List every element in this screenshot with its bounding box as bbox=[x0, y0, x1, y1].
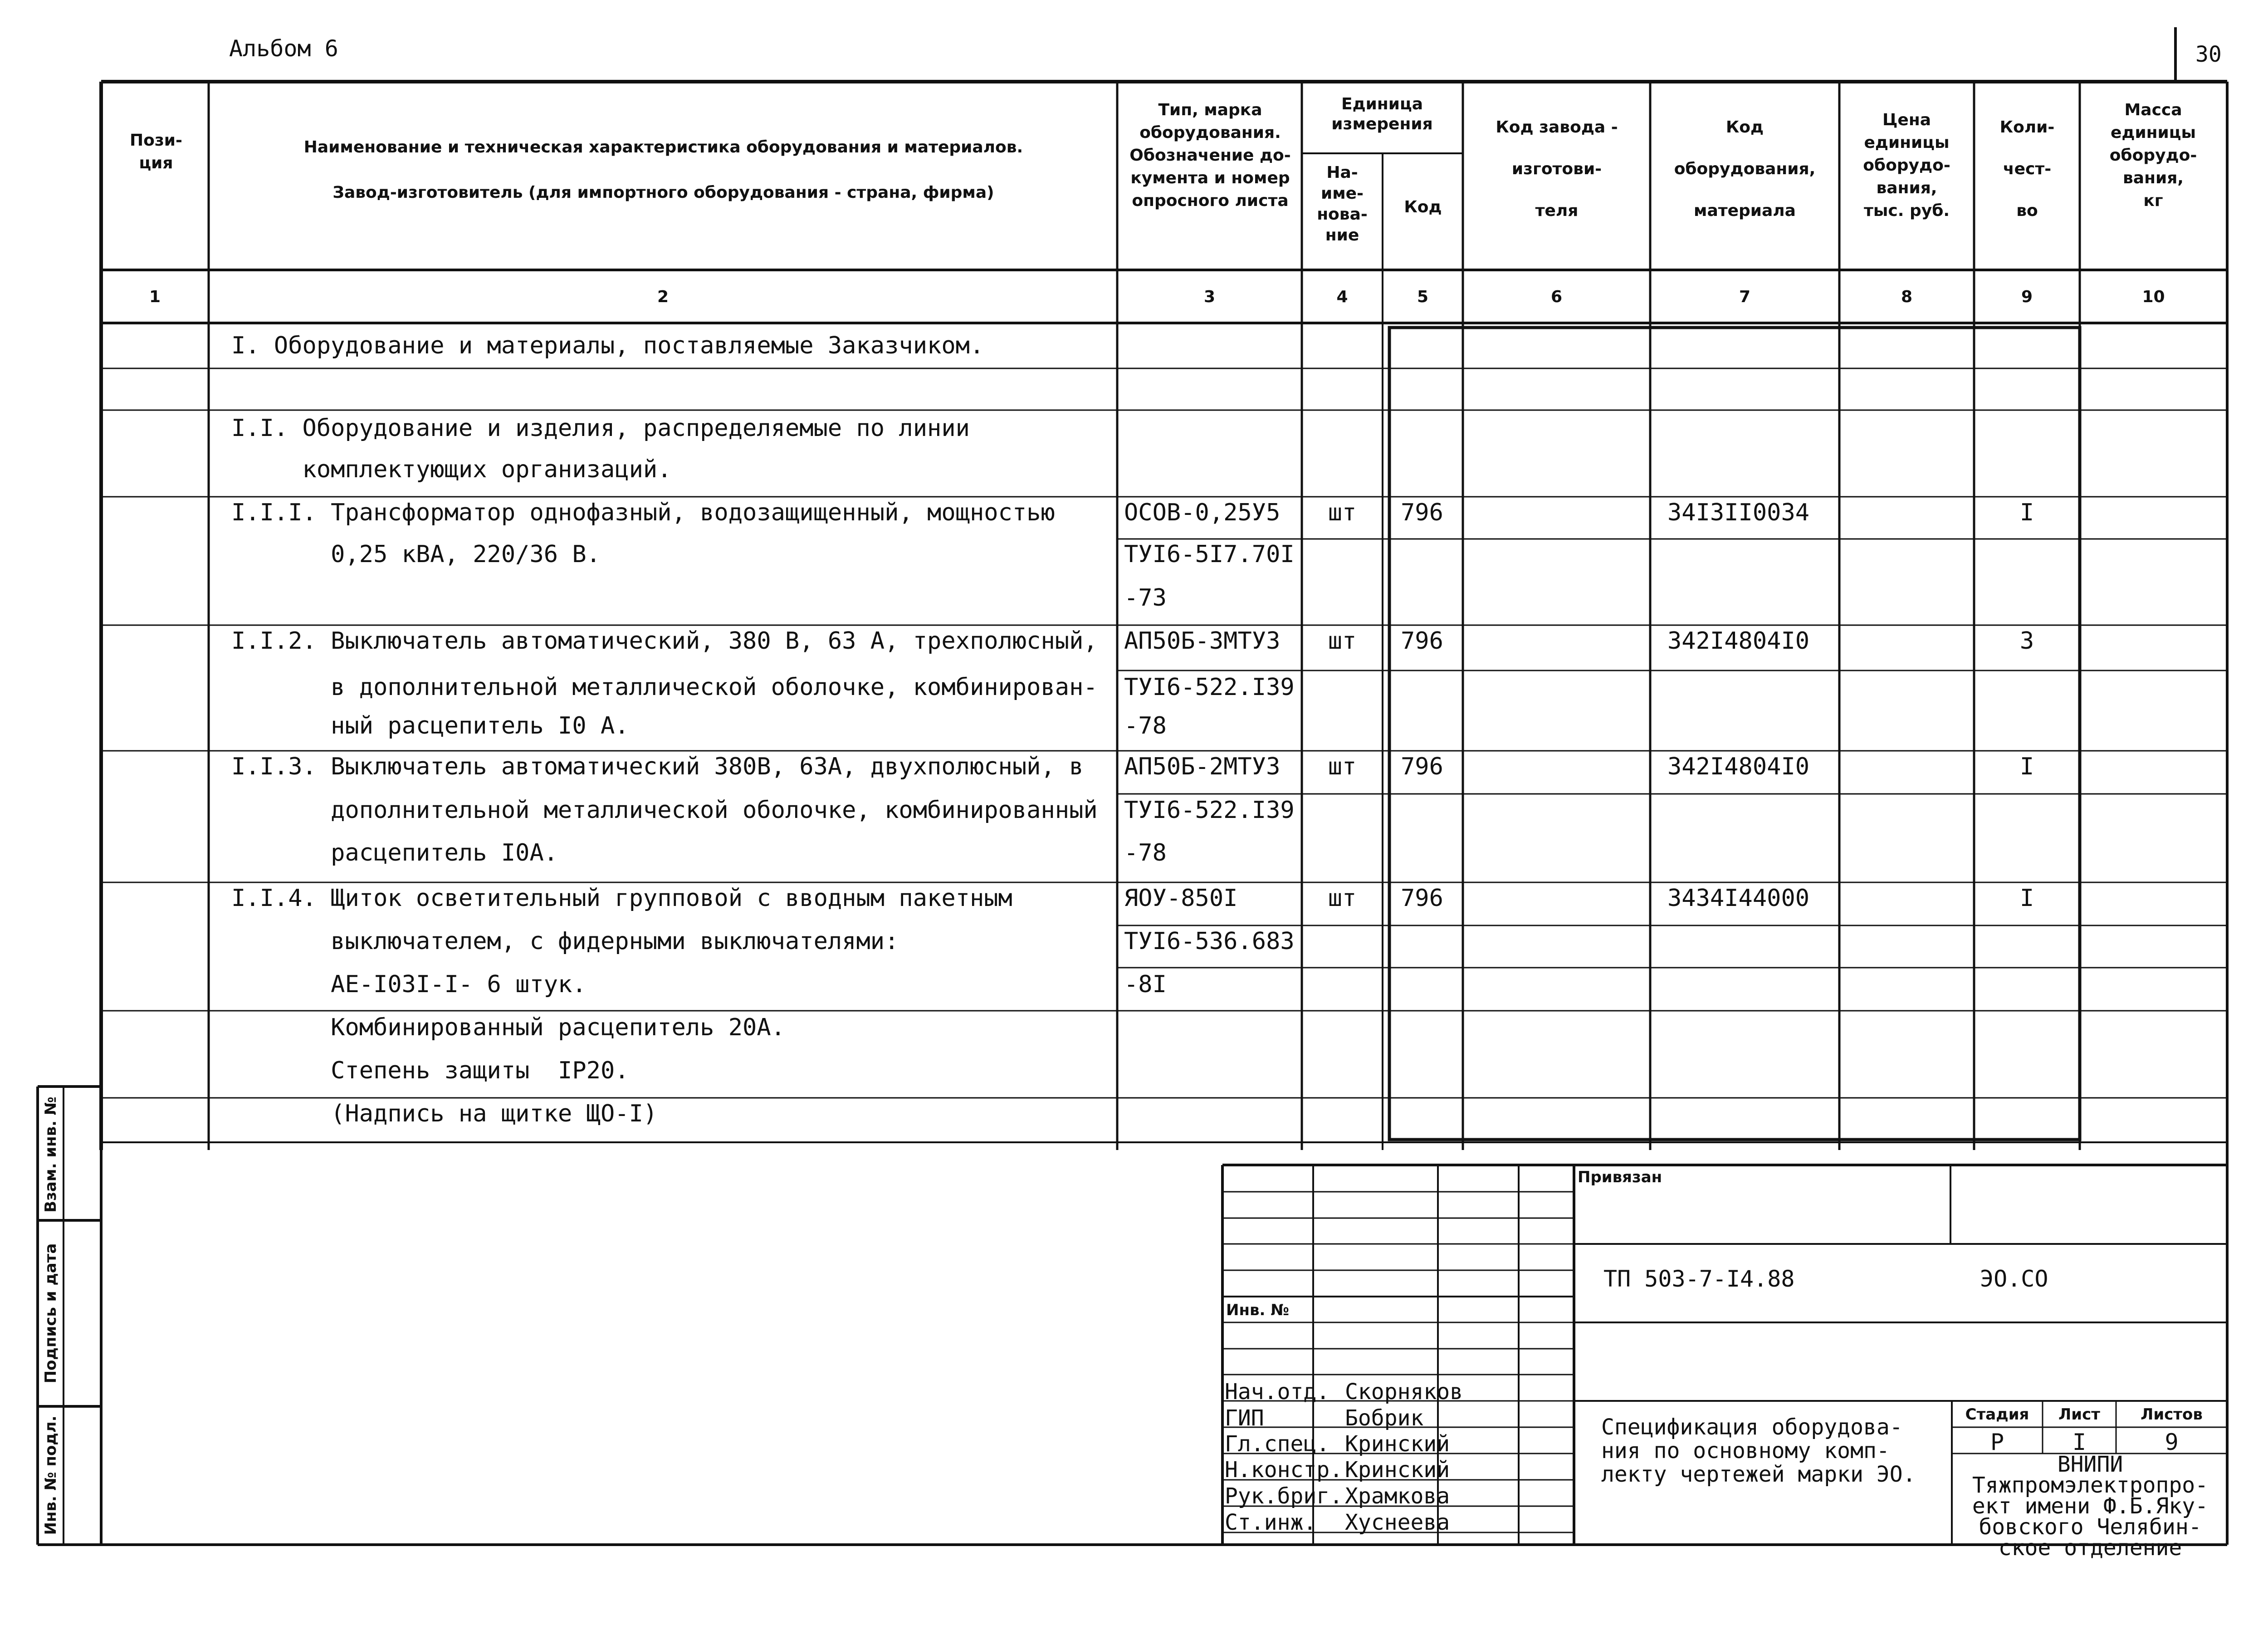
row-unit: шт bbox=[1328, 885, 1357, 912]
signature-role: Гл.спец. bbox=[1225, 1431, 1330, 1457]
row-name: выключателем, с фидерными выключателями: bbox=[231, 928, 899, 955]
header-factory-code: Код завода - изготови- теля bbox=[1496, 118, 1618, 220]
row-quantity: I bbox=[2019, 753, 2034, 780]
header-name: Наименование и техническая характеристика оборудования и материалов. Завод-изготовитель (для импортного оборудования - страна, фирма) bbox=[303, 138, 1023, 202]
row-unit: шт bbox=[1328, 753, 1357, 780]
row-name: I.I. Оборудование и изделия, распределяемые по линии bbox=[231, 415, 970, 442]
signature-name: Скорняков bbox=[1345, 1379, 1463, 1405]
margin-label-original-inv: Инв. № подл. bbox=[42, 1415, 60, 1535]
row-equipment-code: 342I4804I0 bbox=[1667, 627, 1810, 655]
column-number: 8 bbox=[1901, 288, 1913, 306]
signature-role: Ст.инж. bbox=[1225, 1510, 1317, 1535]
row-type: ТУI6-536.683 bbox=[1124, 928, 1295, 955]
row-unit-code: 796 bbox=[1401, 499, 1443, 526]
row-quantity: 3 bbox=[2019, 627, 2034, 655]
signature-name: Храмкова bbox=[1345, 1483, 1450, 1509]
row-equipment-code: 342I4804I0 bbox=[1667, 753, 1810, 780]
row-name: комплектующих организаций. bbox=[231, 456, 672, 483]
signature-role: Рук.бриг. bbox=[1225, 1483, 1343, 1509]
row-type: АП50Б-2МТУ3 bbox=[1124, 753, 1281, 780]
row-name: I.I.3. Выключатель автоматический 380В, 63А, двухполюсный, в bbox=[231, 753, 1084, 780]
header-mass: Масса единицы оборудо- вания, кг bbox=[2109, 101, 2197, 210]
album-label: Альбом 6 bbox=[229, 35, 338, 62]
margin-label-replace-inv: Взам. инв. № bbox=[42, 1096, 60, 1213]
stamp-sheet: I bbox=[2072, 1429, 2087, 1455]
row-name: (Надпись на щитке ЩО-I) bbox=[231, 1100, 658, 1127]
row-type: ТУI6-522.I39 bbox=[1124, 797, 1295, 824]
stamp-sheets-label: Листов bbox=[2141, 1405, 2203, 1424]
row-type: -78 bbox=[1124, 712, 1167, 739]
row-unit: шт bbox=[1328, 627, 1357, 655]
stamp-doc-code: ТП 503-7-I4.88 bbox=[1603, 1266, 1795, 1292]
row-name: Комбинированный расцепитель 20А. bbox=[231, 1014, 785, 1041]
header-equipment-code: Код оборудования, материала bbox=[1674, 118, 1816, 220]
row-name: ный расцепитель I0 А. bbox=[231, 712, 629, 739]
signature-name: Кринский bbox=[1345, 1457, 1450, 1483]
column-number: 1 bbox=[149, 288, 161, 306]
stamp-mark: ЭО.СО bbox=[1980, 1266, 2048, 1292]
margin-label-signature-date: Подпись и дата bbox=[42, 1243, 60, 1384]
row-quantity: I bbox=[2019, 885, 2034, 912]
row-name: Степень защиты IP20. bbox=[231, 1057, 629, 1084]
row-quantity: I bbox=[2019, 499, 2034, 526]
signature-name: Бобрик bbox=[1345, 1405, 1424, 1431]
row-name: расцепитель I0А. bbox=[231, 839, 558, 866]
signature-name: Хуснеева bbox=[1345, 1510, 1450, 1535]
column-number: 9 bbox=[2021, 288, 2033, 306]
signature-role: Нач.отд. bbox=[1225, 1379, 1330, 1405]
row-name: 0,25 кВА, 220/36 В. bbox=[231, 541, 601, 568]
header-type: Тип, марка оборудования. Обозначение до- кумента и номер опросного листа bbox=[1129, 101, 1291, 210]
row-name: I. Оборудование и материалы, поставляемые Заказчиком. bbox=[231, 332, 984, 359]
signature-role: Н.констр. bbox=[1225, 1457, 1343, 1483]
header-unit-code: Код bbox=[1404, 198, 1442, 216]
row-name: I.I.4. Щиток осветительный групповой с вводным пакетным bbox=[231, 885, 1012, 912]
signature-name: Кринский bbox=[1345, 1431, 1450, 1457]
stamp-inv-no: Инв. № bbox=[1226, 1301, 1290, 1319]
column-number: 3 bbox=[1203, 288, 1216, 306]
row-type: -73 bbox=[1124, 584, 1167, 612]
header-quantity: Коли- чест- во bbox=[1999, 118, 2055, 220]
header-unit-name: На- име- нова- ние bbox=[1317, 163, 1368, 245]
column-number: 2 bbox=[657, 288, 669, 306]
row-type: ТУI6-5I7.70I bbox=[1124, 541, 1295, 568]
stamp-title: Спецификация оборудова- ния по основному комп- лекту чертежей марки ЭО. bbox=[1601, 1415, 1916, 1487]
stamp-organization: ВНИПИ Тяжпромэлектропро- ект имени Ф.Б.Яку- бовского Челябин- ское отделение bbox=[1972, 1452, 2209, 1561]
row-unit-code: 796 bbox=[1401, 627, 1443, 655]
row-equipment-code: 3434I44000 bbox=[1667, 885, 1810, 912]
row-type: -78 bbox=[1124, 839, 1167, 866]
row-equipment-code: 34I3II0034 bbox=[1667, 499, 1810, 526]
row-type: ТУI6-522.I39 bbox=[1124, 674, 1295, 701]
row-type: АП50Б-3МТУ3 bbox=[1124, 627, 1281, 655]
stamp-sheets: 9 bbox=[2165, 1429, 2179, 1455]
row-name: в дополнительной металлической оболочке, комбинирован- bbox=[231, 674, 1098, 701]
stamp-privyazan: Привязан bbox=[1578, 1168, 1662, 1186]
column-number: 10 bbox=[2142, 288, 2165, 306]
row-name: дополнительной металлической оболочке, комбинированный bbox=[231, 797, 1098, 824]
stamp-stage: Р bbox=[1990, 1429, 2004, 1455]
column-number: 7 bbox=[1739, 288, 1751, 306]
row-unit-code: 796 bbox=[1401, 753, 1443, 780]
header-price: Цена единицы оборудо- вания, тыс. руб. bbox=[1863, 111, 1950, 220]
row-unit: шт bbox=[1328, 499, 1357, 526]
stamp-stage-label: Стадия bbox=[1965, 1405, 2029, 1424]
row-name: АЕ-I03I-I- 6 штук. bbox=[231, 971, 587, 998]
header-unit: Единица измерения bbox=[1331, 95, 1433, 133]
column-number: 6 bbox=[1550, 288, 1563, 306]
row-name: I.I.I. Трансформатор однофазный, водозащищенный, мощностью bbox=[231, 499, 1055, 526]
row-type: -8I bbox=[1124, 971, 1167, 998]
signature-role: ГИП bbox=[1225, 1405, 1264, 1431]
row-type: ЯОУ-850I bbox=[1124, 885, 1238, 912]
header-position: Пози- ция bbox=[130, 131, 182, 172]
row-unit-code: 796 bbox=[1401, 885, 1443, 912]
row-name: I.I.2. Выключатель автоматический, 380 В, 63 А, трехполюсный, bbox=[231, 627, 1098, 655]
column-number: 5 bbox=[1417, 288, 1429, 306]
column-number: 4 bbox=[1336, 288, 1348, 306]
page-number: 30 bbox=[2195, 42, 2222, 67]
stamp-sheet-label: Лист bbox=[2058, 1405, 2100, 1424]
row-type: ОСОВ-0,25У5 bbox=[1124, 499, 1281, 526]
